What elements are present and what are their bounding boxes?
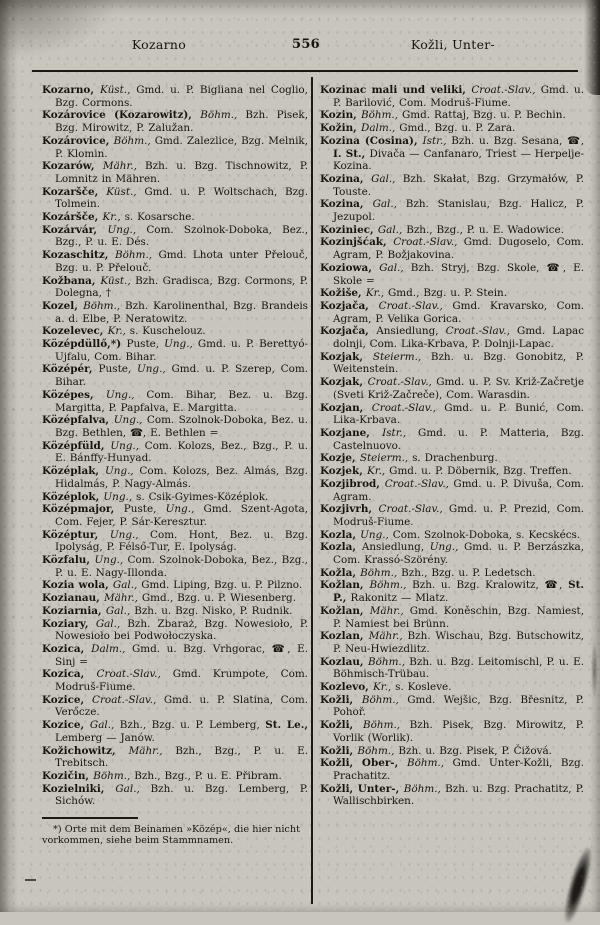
gazetteer-entry [320,198,584,223]
gazetteer-entry [320,465,584,478]
gazetteer-entry [320,757,584,782]
entry-region-abbr: Böhm., [360,109,402,122]
gazetteer-entry [320,427,584,452]
entry-text: Lemberg — Janów. [55,731,155,744]
entry-text: Gmd. u. P. Berettyó-Ujfalu, Com. Bihar. [55,338,309,363]
entry-text: Bzh. u. Bzg. Kralowitz, ☎, [412,579,569,592]
entry-headword: Középmajor, [42,503,124,516]
entry-region-abbr: Gal., [372,198,406,211]
gazetteer-entry [42,338,308,363]
entry-text: Gmd., Bzg. u. P. Stein. [388,287,508,300]
footnote-text: *) Orte mit dem Beinamen »Közép«, die hier nicht vorkommen, siehe beim Stammnamen. [42,823,300,846]
scan-artifact-top-edge [0,0,600,16]
gazetteer-entry [42,186,308,211]
entry-text: Bzh. Pisek, Bzg. Mirowitz, P. Zalužan. [55,109,308,135]
scan-artifact-left-edge [0,0,18,912]
entry-headword: Kožlan, [320,604,370,617]
entry-region-abbr: Böhm., [83,299,126,312]
entry-region-abbr: Gal., [371,172,403,185]
column-divider-rule [311,77,313,904]
entry-text: Bzh. u. Bzg. Prachatitz, P. Wallischbirken. [333,782,584,808]
entry-region-abbr: Böhm., [407,757,453,770]
entry-headword: Kozáršče, [42,211,103,224]
gazetteer-entry [320,122,584,135]
gazetteer-entry [42,783,308,808]
entry-headword: Középér, [42,363,99,376]
entry-text: Gmd. u. P. Döbernik, Bzg. Treffen. [389,465,572,478]
entry-region-abbr: Ung., [94,554,128,567]
entry-text: Bzh. u. Bzg. Lemberg, P. Sichów. [55,782,309,808]
gazetteer-entry [42,554,308,579]
entry-text: Gmd. Koněschin, Bzg. Namiest, P. Namiest bei Brünn. [333,604,584,630]
entry-text: Ansiedlung, [376,325,446,338]
entry-headword: Kozjibrod, [320,477,385,490]
entry-text: Bzh. u. Bzg. Gonobitz, P. Weitenstein. [333,350,584,376]
gazetteer-entry [42,109,308,134]
entry-headword: Kozica, [42,668,97,681]
entry-text: Gmd. Lapac dolnji, Com. Lika-Krbava, P. Dolnji-Lapac. [333,325,585,351]
entry-region-abbr: Ung., [109,528,150,541]
entry-headword: Kozárovice (Kozarowitz), [42,109,201,122]
gazetteer-entry [320,84,584,109]
scan-artifact-ink-blob [560,845,597,924]
entry-headword: Kozje, [320,452,360,465]
entry-region-abbr: Gal., [112,579,142,592]
entry-region-abbr: Ung., [113,414,147,427]
entry-region-abbr: Croat.-Slav., [378,299,453,312]
entry-headword: Kožlan, [320,579,370,592]
entry-text: Bzh. u. Bzg. Sesana, ☎, [451,134,584,147]
entry-region-abbr: Kr., [365,287,388,300]
entry-text: Rakonitz — Mlatz. [350,592,449,605]
entry-text: Bzh., Bzg., P. u. E. Trebitsch. [55,744,308,770]
entry-text: s. Kosleve. [395,681,452,694]
entry-headword: Közfalu, [42,554,95,567]
entry-text: Puste, [126,338,165,351]
entry-region-abbr: Ung., [360,528,393,541]
entry-headword: Kozaschitz, [42,249,116,262]
scan-artifact-right-smudge [591,640,598,700]
entry-headword: Kozarów, [42,160,103,173]
footnote-rule [42,817,138,819]
gazetteer-entry [42,491,308,504]
entry-region-abbr: Mähr., [368,630,408,643]
gazetteer-entry [42,618,308,643]
entry-headword: Kozianau, [42,592,104,605]
gazetteer-entry [42,719,308,744]
entry-headword: Kozjača, [320,325,377,338]
entry-headword: Kozinac mali und veliki, [320,84,472,96]
entry-headword: Kožla, [320,566,361,579]
left-column [42,84,308,846]
entry-region-abbr: Croat.-Slav., [92,693,164,706]
entry-region-abbr: Croat.-Slav., [384,477,454,490]
gazetteer-entry [320,579,584,604]
entry-region-abbr: Ung., [165,503,204,516]
entry-region-abbr: Istr., [382,426,419,439]
entry-headword: Kozlevo, [320,681,373,694]
gazetteer-entry [42,440,308,465]
gazetteer-entry [320,452,584,465]
gazetteer-entry [320,719,584,744]
entry-text: Com. Bihar, Bez. u. Bzg. Margitta, P. Papfalva, E. Margitta. [55,388,308,414]
entry-headword: Koziarnia, [42,604,106,617]
entry-text: Gmd. Krumpote, Com. Modruš-Fiume. [55,668,308,694]
entry-region-abbr: Croat.-Slav., [371,401,445,414]
gazetteer-entry [320,351,584,376]
entry-headword: Kozjan, [320,401,372,414]
entry-text: Gmd. Zalezlice, Bzg. Melnik, P. Klomin. [55,134,308,160]
entry-headword: Középes, [42,388,106,401]
gazetteer-entry [320,236,584,261]
entry-region-abbr: Croat.-Slav., [367,376,437,389]
entry-text: Gmd. Dugoselo, Com. Agram, P. Božjakovina. [333,236,584,262]
entry-headword: Kožin, [320,122,361,135]
entry-headword: St. Le., [265,719,309,732]
entry-region-abbr: Ung., [164,338,198,351]
entry-headword: Kožiše, [320,287,366,300]
gazetteer-entry [42,300,308,325]
entry-region-abbr: Gal., [105,604,135,617]
entry-text: s. Kosarsche. [124,211,195,224]
entry-region-abbr: Böhm., [115,249,159,262]
gazetteer-entry [42,605,308,618]
scan-artifact-right-top-blob [584,0,600,95]
entry-text: Gmd. u. P. Prezid, Com. Modruš-Fiume. [333,503,585,528]
entry-region-abbr: Ung., [136,363,172,376]
entry-headword: Kožli, [320,744,358,757]
entry-region-abbr: Küst., [100,84,137,96]
gazetteer-entry [42,643,308,668]
entry-headword: Kožli, [320,693,362,706]
entry-region-abbr: Ung., [103,490,137,503]
entry-text: Gmd. Szent-Agota, Com. Fejer, P. Sár-Keresztur. [55,503,309,528]
entry-headword: Kožbana, [42,274,101,287]
entry-text: Gmd. Unter-Kožli, Bzg. Prachatitz. [333,757,584,782]
entry-region-abbr: Böhm., [113,134,155,147]
entry-headword: Kozina, [320,198,373,211]
entry-region-abbr: Gal., [379,261,411,274]
entry-region-abbr: Ung., [105,388,147,401]
entry-headword: Koziary, [42,617,96,630]
entry-text: Bzh. u. Bzg. Nisko, P. Rudnik. [134,604,293,617]
entry-region-abbr: Dalm., [91,642,132,655]
entry-headword: Kozárvár, [42,223,108,236]
entry-headword: Középlok, [42,490,104,503]
gazetteer-entry [42,592,308,605]
gazetteer-entry [42,529,308,554]
header-rule [32,70,578,72]
entry-text: Gmd. u. P. Barilović, Com. Modruš-Fiume. [333,84,585,109]
entry-headword: Kozarno, [42,84,101,96]
entry-headword: Kozice, [42,693,93,706]
entry-text: Com. Hont, Bez. u. Bzg. Ipolyság, P. Félső-Tur, E. Ipolyság. [55,528,308,554]
entry-text: Gmd. u. P. Bigliana nel Coglio, Bzg. Cormons. [55,84,308,109]
entry-text: Bzh. Gradisca, Bzg. Cormons, P. Dolegna, † [55,274,308,300]
entry-text: Bzh. u. Bzg. Tischnowitz, P. Lomnitz in Mähren. [55,160,309,185]
entry-region-abbr: Böhm., [403,782,446,795]
entry-region-abbr: Kr., [107,325,130,338]
entry-text: s. Csik-Gyimes-Középlok. [136,490,269,503]
entry-headword: Középdüllő,*) [42,338,127,351]
entry-text: Ansiedlung, [361,541,430,554]
entry-text: Bzh., Bzg. u. P. Ledetsch. [401,566,536,579]
entry-text: Gmd. Lhota unter Přelouč, Bzg. u. P. Přelouč. [55,249,308,274]
entry-text: Gmd., Bzg. u. P. Zara. [399,122,516,135]
scan-artifact-right-edge [590,0,600,912]
entry-text: Bzh. Stanislau, Bzg. Halicz, P. Jezupol. [333,198,584,224]
gazetteer-entry [42,224,308,249]
entry-headword: Kozičin, [42,769,94,782]
entry-region-abbr: Gal., [115,782,151,795]
gazetteer-entry [42,745,308,770]
entry-headword: Koziniec, [320,223,378,236]
gazetteer-entry [320,567,584,580]
gazetteer-entry [42,84,308,109]
entry-text: Bzh. u. Bzg. Pisek, P. Čižová. [398,744,552,757]
entry-region-abbr: Kr., [373,681,396,694]
page-header [36,37,576,52]
gazetteer-entry [320,783,584,808]
entry-headword: Kozjak, [320,350,373,363]
entry-region-abbr: Steierm., [359,452,413,465]
entry-headword: Kozlau, [320,655,368,668]
gazetteer-entry [42,465,308,490]
entry-text: Gmd. Kravarsko, Com. Agram, P. Velika Gorica. [333,299,584,325]
entry-region-abbr: Croat.-Slav., [96,668,173,681]
entry-region-abbr: Mähr., [128,744,176,757]
entry-text: Bzh., Bzg., P. u. E. Přibram. [134,769,282,782]
entry-text: Com. Kolozs, Bez. Almás, Bzg. Hidalmás, P. Nagy-Almás. [55,465,309,490]
entry-headword: Koziowa, [320,261,380,274]
running-head-right: Kožli, Unter- [410,37,496,52]
entry-list-right [320,84,584,808]
gazetteer-entry [320,173,584,198]
entry-text: Bzh., Bzg. u. P. Lemberg, [119,719,266,732]
entry-text: Puste, [123,503,166,516]
entry-region-abbr: Böhm., [369,579,413,592]
entry-region-abbr: Ung., [110,439,145,452]
entry-headword: I. St., [333,147,370,160]
entry-text: Bzh. Skałat, Bzg. Grzymałów, P. Touste. [333,172,585,198]
entry-region-abbr: Croat.-Slav., [393,236,464,249]
gazetteer-entry [320,109,584,122]
entry-headword: Középfalva, [42,414,114,427]
entry-text: Bzh. Zbaraż, Bzg. Nowesioło, P. Nowesioło bei Podwołoczyska. [55,617,309,643]
entry-headword: Kozla, [320,541,362,554]
entry-headword: Kožli, Ober-, [320,757,407,770]
entry-headword: Kozel, [42,299,84,312]
entry-headword: Kozjane, [320,426,383,439]
right-column [320,84,584,808]
entry-text: Gmd. u. P. Matteria, Bzg. Castelnuovo. [333,426,584,452]
gazetteer-entry [42,160,308,185]
entry-region-abbr: Böhm., [200,109,246,122]
gazetteer-entry [320,541,584,566]
gazetteer-entry [320,135,584,173]
entry-text: Gmd. u. P. Berzászka, Com. Krassó-Szörény. [333,541,584,567]
entry-text: Gmd. u. P. Szerep, Com. Bihar. [55,363,309,389]
gazetteer-entry [320,681,584,694]
entry-headword: Kozla, [320,528,361,541]
entry-region-abbr: Croat.-Slav., [378,503,449,516]
entry-headword: Kozin, [320,109,361,122]
entry-headword: Középfüld, [42,439,111,452]
gazetteer-entry [42,135,308,160]
entry-headword: Kozaršče, [42,185,107,198]
entry-region-abbr: Küst., [100,274,136,287]
entry-text: Divača — Canfanaro, Triest — Herpelje-Kozina. [333,147,584,173]
gazetteer-entry [42,414,308,439]
entry-text: Puste, [98,363,137,376]
entry-region-abbr: Ung., [105,465,140,478]
entry-text: Com. Szolnok-Doboka, Bez., Bzg., P. u. E. Dés. [55,223,308,249]
gazetteer-entry [320,630,584,655]
entry-text: Com. Szolnok-Doboka, s. Kecskécs. [392,528,581,541]
entry-headword: Kozice, [42,719,90,732]
entry-text: Bzh. u. Bzg. Leitomischl, P. u. E. Böhmisch-Trübau. [333,655,584,681]
gazetteer-entry [320,325,584,350]
entry-region-abbr: Gal., [89,719,120,732]
entry-text: Gmd. u. P. Woltschach, Bzg. Tolmein. [55,185,309,211]
entry-text: Com. Kolozs, Bez., Bzg., P. u. E. Bánffy-Hunyad. [55,439,309,465]
gazetteer-entry [42,503,308,528]
gazetteer-entry [42,325,308,338]
entry-region-abbr: Böhm., [361,693,408,706]
entry-region-abbr: Mähr., [102,160,145,173]
entry-text: Bzh. Karolinenthal, Bzg. Brandeis a. d. Elbe, P. Neratowitz. [55,299,309,325]
gazetteer-entry [42,249,308,274]
entry-headword: Kozia wola, [42,579,113,592]
gazetteer-entry [42,668,308,693]
entry-region-abbr: Ung., [107,223,147,236]
entry-region-abbr: Dalm., [360,122,400,135]
entry-region-abbr: Böhm., [363,719,410,732]
entry-text: Com. Szolnok-Doboka, Bez. u. Bzg. Bethlen, ☎, E. Bethlen = [55,414,309,439]
entry-region-abbr: Kr., [367,465,390,478]
entry-region-abbr: Ung., [429,541,464,554]
entry-headword: Kozelevec, [42,325,108,338]
entry-headword: Kozinjšćak, [320,236,394,249]
page-number: 556 [291,37,321,52]
gazetteer-entry [320,287,584,300]
gazetteer-entry [320,745,584,758]
entry-headword: Kozielniki, [42,782,116,795]
entry-text: Bzh. Stryj, Bzg. Skole, ☎, E. Skole = [333,261,585,287]
entry-headword: Kozárovice, [42,134,114,147]
entry-region-abbr: Istr., [422,134,452,147]
entry-headword: Kozlan, [320,630,369,643]
entry-list-left [42,84,308,808]
gazetteer-entry [42,389,308,414]
entry-headword: Kozica, [42,642,92,655]
scan-artifact-bottom-edge [0,904,600,912]
gazetteer-entry [320,262,584,287]
entry-region-abbr: Böhm., [360,566,402,579]
entry-region-abbr: Böhm., [93,769,135,782]
gazetteer-entry [42,694,308,719]
entry-region-abbr: Böhm., [367,655,410,668]
gazetteer-entry [320,503,584,528]
gazetteer-entry [320,300,584,325]
running-head-left: Kozarno [131,37,187,52]
gazetteer-entry [320,605,584,630]
entry-text: Gmd., Bzg. u. P. Wiesenberg. [141,592,296,605]
gazetteer-entry [42,579,308,592]
entry-region-abbr: Steierm., [372,350,431,363]
gazetteer-entry [320,402,584,427]
entry-region-abbr: Kr., [102,211,125,224]
gazetteer-entry [320,224,584,237]
entry-headword: St. P., [333,579,584,605]
gazetteer-entry [320,376,584,401]
entry-region-abbr: Gal., [95,617,128,630]
entry-region-abbr: Croat.-Slav., [445,325,518,338]
entry-text: Bzh. Pisek, Bzg. Mirowitz, P. Vorlik (Worlik). [333,719,584,744]
entry-headword: Kožichowitz, [42,744,129,757]
entry-region-abbr: Küst., [106,185,145,198]
entry-region-abbr: Böhm., [357,744,399,757]
entry-headword: Kozjača, [320,299,379,312]
entry-text: Gmd. Liping, Bzg. u. P. Pilzno. [141,579,303,592]
entry-text: Gmd. u. Bzg. Vrhgorac, ☎, E. Sinj = [55,642,308,668]
entry-region-abbr: Mähr., [369,604,410,617]
entry-text: Bzh. Wischau, Bzg. Butschowitz, P. Neu-Hwiezdlitz. [333,630,584,655]
entry-text: Gmd. u. P. Bunić, Com. Lika-Krbava. [333,401,585,427]
entry-text: s. Kuschelouz. [129,325,206,338]
entry-headword: Középlak, [42,465,105,478]
gazetteer-entry [42,363,308,388]
entry-headword: Középtur, [42,528,110,541]
entry-text: Com. Szolnok-Doboka, Bez., Bzg., P. u. E. Nagy-Illonda. [55,554,308,579]
entry-headword: Kožli, [320,719,364,732]
entry-text: Gmd. Rattaj, Bzg. u. P. Bechin. [401,109,566,122]
scan-artifact-margin-mark [25,879,36,881]
entry-region-abbr: Mähr., [104,592,142,605]
entry-headword: Kozjak, [320,376,368,389]
gazetteer-entry [320,656,584,681]
entry-headword: Kozina (Cosina), [320,134,423,147]
gazetteer-entry [320,529,584,542]
entry-text: Gmd. u. P. Divuša, Com. Agram. [333,477,584,503]
entry-headword: Kozjivrh, [320,503,379,516]
entry-headword: Kozjek, [320,465,368,478]
entry-headword: Kozina, [320,172,372,185]
gazetteer-entry [42,770,308,783]
entry-text: Gmd. u. P. Sv. Križ-Začretje (Sveti Križ-Začreče), Com. Warasdin. [333,376,584,401]
entry-text: Gmd. Wejšic, Bzg. Břesnitz, P. Pohoř. [333,693,584,719]
entry-region-abbr: Croat.-Slav., [471,84,541,96]
gazetteer-entry [42,211,308,224]
entry-headword: Kožli, Unter-, [320,782,404,795]
entry-text: Bzh., Bzg., P. u. E. Wadowice. [406,223,564,236]
entry-region-abbr: Gal., [377,223,407,236]
entry-text: Gmd. u. P. Slatina, Com. Verőcze. [55,693,309,719]
gazetteer-entry [320,694,584,719]
gazetteer-entry [42,275,308,300]
gazetteer-entry [320,478,584,503]
entry-text: s. Drachenburg. [412,452,498,465]
